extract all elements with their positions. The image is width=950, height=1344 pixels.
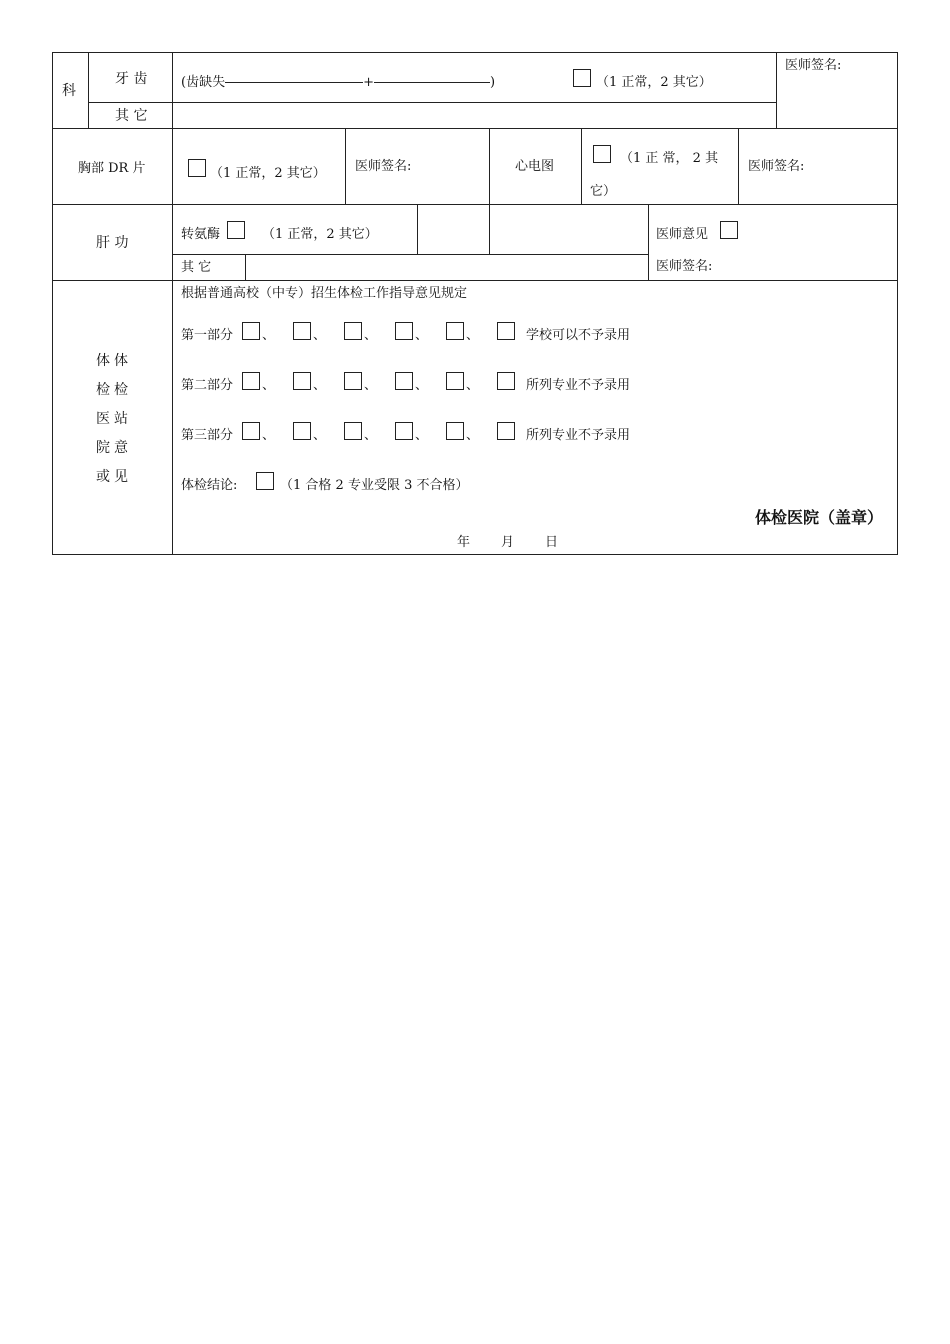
teeth-missing-separator: +	[363, 75, 374, 90]
part2-checkbox-1[interactable]	[242, 372, 260, 390]
separator: 、	[415, 428, 429, 443]
dental-other-label: 其 它	[115, 108, 148, 124]
teeth-missing-suffix: )	[489, 75, 496, 90]
label-char: 体	[114, 353, 128, 369]
hospital-stamp-label: 体检医院（盖章）	[755, 508, 884, 527]
teeth-missing-prefix: (齿缺失	[181, 75, 226, 90]
label-char: 医	[96, 411, 110, 427]
conclusion-label: 体检结论:	[181, 478, 238, 493]
separator: 、	[364, 378, 378, 393]
dept-label: 科	[62, 83, 76, 99]
liver-other-label: 其 它	[181, 260, 212, 275]
col-divider	[88, 52, 89, 128]
col-divider	[581, 128, 582, 204]
label-char: 见	[114, 469, 128, 485]
label-char: 院	[96, 440, 110, 456]
ecg-checkbox[interactable]	[593, 145, 611, 163]
teeth-missing-line-lower	[374, 82, 490, 83]
separator: 、	[364, 328, 378, 343]
part2-checkbox-5[interactable]	[446, 372, 464, 390]
part3-checkbox-1[interactable]	[242, 422, 260, 440]
alt-checkbox[interactable]	[227, 221, 245, 239]
part1-checkbox-5[interactable]	[446, 322, 464, 340]
part2-label: 第二部分	[181, 378, 234, 393]
label-char: 体	[96, 353, 110, 369]
separator: 、	[313, 378, 327, 393]
label-char: 意	[114, 440, 128, 456]
part3-label: 第三部分	[181, 428, 234, 443]
separator: 、	[262, 378, 276, 393]
part1-checkbox-2[interactable]	[293, 322, 311, 340]
col-divider	[489, 204, 490, 254]
label-char: 站	[114, 411, 128, 427]
conclusion-checkbox[interactable]	[256, 472, 274, 490]
col-divider	[489, 128, 490, 204]
col-divider	[172, 52, 173, 555]
hospital-opinion-label-col-a	[96, 347, 112, 492]
separator: 、	[466, 378, 480, 393]
separator: 、	[466, 328, 480, 343]
part2-checkbox-3[interactable]	[344, 372, 362, 390]
date-day-label: 日	[545, 535, 559, 550]
part3-checkbox-3[interactable]	[344, 422, 362, 440]
part1-checkbox-6[interactable]	[497, 322, 515, 340]
liver-doctor-opinion-label: 医师意见	[656, 227, 709, 242]
part2-checkbox-6[interactable]	[497, 372, 515, 390]
row-divider	[172, 254, 648, 255]
ecg-doctor-signature: 医师签名:	[748, 159, 805, 174]
part3-checkbox-5[interactable]	[446, 422, 464, 440]
label-char: 检	[96, 382, 110, 398]
hospital-opinion-label-col-b	[114, 347, 130, 492]
separator: 、	[313, 428, 327, 443]
part1-result-text: 学校可以不予录用	[526, 328, 631, 343]
ecg-option-text-line1: （1 正 常， 2 其	[620, 151, 719, 166]
row-divider	[88, 102, 776, 103]
part1-checkbox-4[interactable]	[395, 322, 413, 340]
conclusion-option-text: （1 合格 2 专业受限 3 不合格）	[280, 478, 469, 493]
part2-checkbox-4[interactable]	[395, 372, 413, 390]
label-char: 或	[96, 469, 110, 485]
separator: 、	[262, 428, 276, 443]
teeth-doctor-signature: 医师签名:	[785, 58, 842, 73]
part3-checkbox-6[interactable]	[497, 422, 515, 440]
col-divider	[345, 128, 346, 204]
separator: 、	[466, 428, 480, 443]
separator: 、	[415, 328, 429, 343]
ecg-label: 心电图	[515, 159, 555, 174]
col-divider	[648, 204, 649, 280]
part1-label: 第一部分	[181, 328, 234, 343]
rule-text: 根据普通高校（中专）招生体检工作指导意见规定	[181, 286, 468, 301]
teeth-result-checkbox[interactable]	[573, 69, 591, 87]
part1-checkbox-3[interactable]	[344, 322, 362, 340]
separator: 、	[262, 328, 276, 343]
col-divider	[738, 128, 739, 204]
row-divider	[52, 128, 898, 129]
ecg-option-text-line2: 它）	[590, 184, 617, 199]
liver-doctor-signature: 医师签名:	[656, 259, 713, 274]
part3-checkbox-2[interactable]	[293, 422, 311, 440]
part2-checkbox-2[interactable]	[293, 372, 311, 390]
row-divider	[52, 204, 898, 205]
part1-checkbox-1[interactable]	[242, 322, 260, 340]
date-month-label: 月	[501, 535, 515, 550]
alt-label: 转氨酶	[181, 227, 221, 242]
teeth-missing-text	[181, 75, 495, 91]
liver-doctor-opinion-checkbox[interactable]	[720, 221, 738, 239]
col-divider	[776, 52, 777, 128]
col-divider	[245, 254, 246, 280]
liver-function-label: 肝 功	[96, 235, 129, 251]
col-divider	[417, 204, 418, 254]
label-char: 检	[114, 382, 128, 398]
alt-option-text: （1 正常，2 其它）	[262, 227, 378, 242]
chest-dr-option-text: （1 正常，2 其它）	[210, 166, 326, 181]
part3-result-text: 所列专业不予录用	[526, 428, 631, 443]
row-divider	[52, 280, 898, 281]
chest-dr-doctor-signature: 医师签名:	[355, 159, 412, 174]
date-year-label: 年	[457, 535, 471, 550]
chest-dr-label: 胸部 DR 片	[78, 161, 146, 176]
chest-dr-checkbox[interactable]	[188, 159, 206, 177]
part3-checkbox-4[interactable]	[395, 422, 413, 440]
separator: 、	[415, 378, 429, 393]
part2-result-text: 所列专业不予录用	[526, 378, 631, 393]
teeth-label: 牙 齿	[115, 71, 148, 87]
teeth-missing-line-upper	[225, 82, 363, 83]
separator: 、	[364, 428, 378, 443]
separator: 、	[313, 328, 327, 343]
teeth-option-text: （1 正常，2 其它）	[596, 75, 712, 90]
